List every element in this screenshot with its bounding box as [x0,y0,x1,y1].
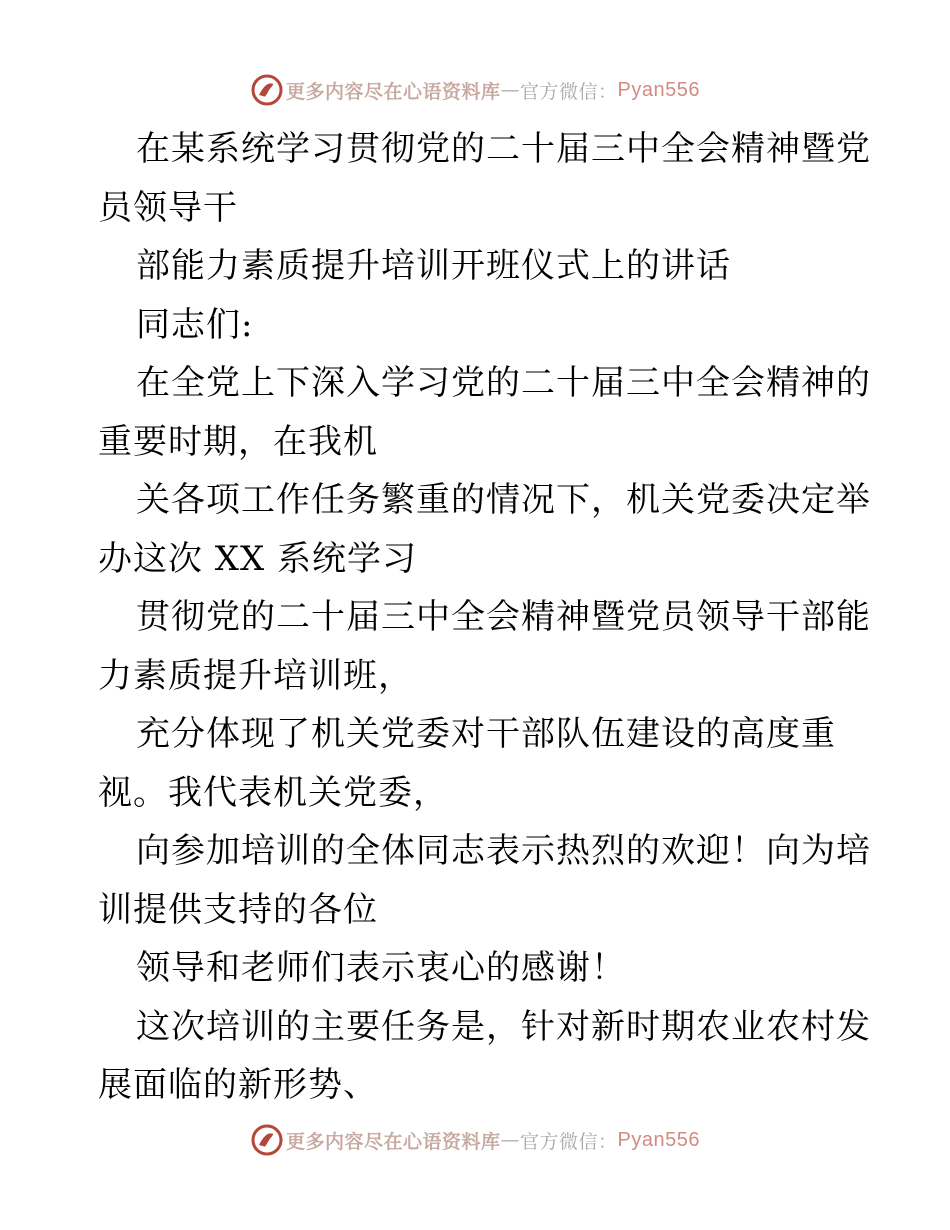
logo-icon [250,1123,284,1157]
text-line: 训提供支持的各位 [98,889,378,930]
watermark-main-text: 更多内容尽在心语资料库 [286,1130,501,1153]
text-line: 部能力素质提升培训开班仪式上的讲话 [136,246,731,286]
text-line: 这次培训的主要任务是，针对新时期农业农村发 [136,1006,871,1047]
header-watermark [0,70,950,110]
footer-watermark [0,1120,950,1160]
text-line: 办这次 XX 系统学习 [98,538,418,579]
watermark-wechat-id: Pyan556 [617,78,700,101]
document-body [98,120,871,1115]
text-line: 领导和老师们表示衷心的感谢！ [136,948,626,988]
watermark-wechat-id: Pyan556 [617,1128,700,1151]
text-line: 充分体现了机关党委对干部队伍建设的高度重 [136,714,836,754]
text-line: 展面临的新形势、 [98,1065,378,1105]
text-line: 员领导干 [98,187,238,228]
text-line: 重要时期，在我机 [98,421,378,462]
watermark-main-text: 更多内容尽在心语资料库 [286,80,501,103]
watermark-dash: — [500,79,521,101]
text-line: 视。我代表机关党委， [98,772,448,813]
text-line: 贯彻党的二十届三中全会精神暨党员领导干部能 [136,597,871,637]
text-line: 同志们: [136,304,254,345]
text-line: 力素质提升培训班， [98,655,413,696]
logo-icon [250,73,284,107]
watermark-label: 官方微信： [520,1130,618,1153]
watermark-dash: — [500,1129,521,1151]
text-line: 向参加培训的全体同志表示热烈的欢迎！向为培 [136,831,871,871]
text-line: 在某系统学习贯彻党的二十届三中全会精神暨党 [136,129,871,169]
text-line: 在全党上下深入学习党的二十届三中全会精神的 [136,363,871,403]
text-line: 关各项工作任务繁重的情况下，机关党委决定举 [136,480,871,520]
watermark-label: 官方微信： [520,80,618,103]
